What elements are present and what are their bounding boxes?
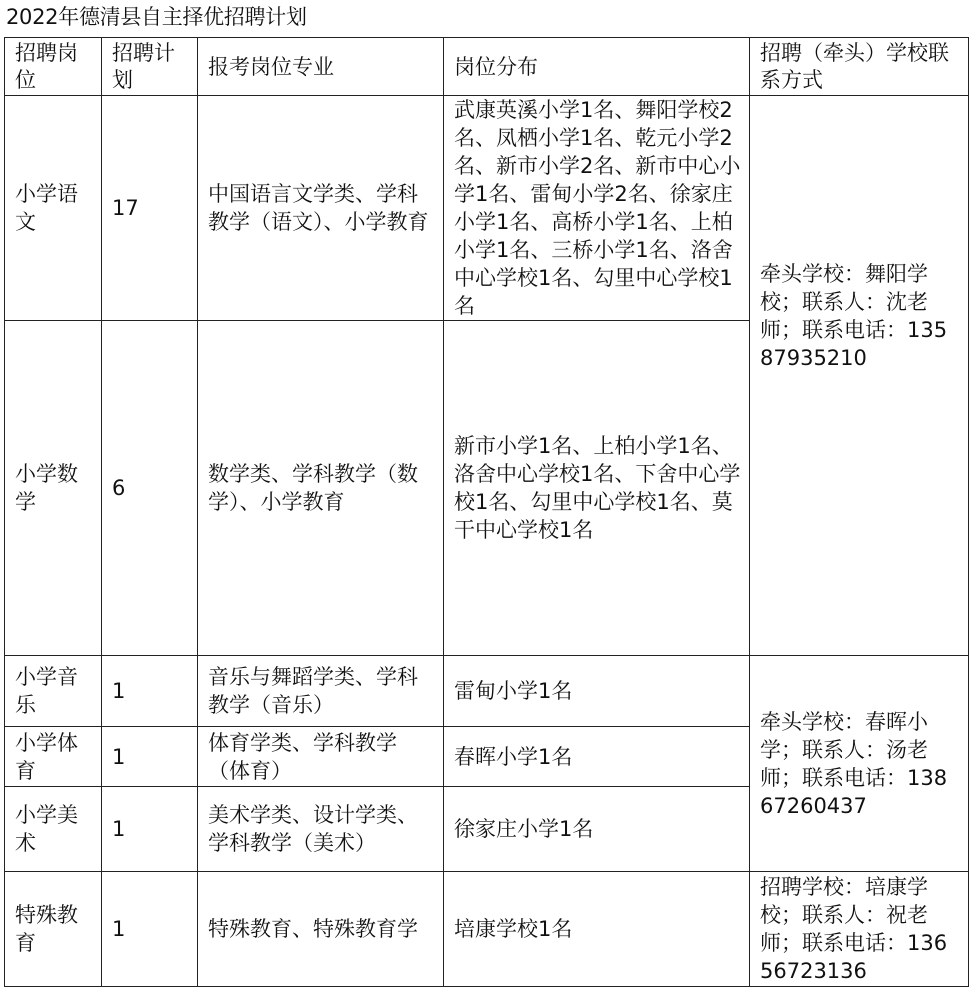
header-count: 招聘计划: [102, 38, 198, 96]
major-cell: 特殊教育、特殊教育学: [198, 872, 444, 987]
table-row: [5, 96, 969, 321]
table-row: [5, 872, 969, 987]
header-position: 招聘岗位: [5, 38, 102, 96]
contact-cell: 招聘学校：培康学校；联系人：祝老师；联系电话：13656723136: [750, 872, 969, 987]
major-cell: 中国语言文学类、学科教学（语文）、小学教育: [198, 96, 444, 321]
position-cell: 小学音乐: [5, 656, 102, 727]
distribution-cell: 徐家庄小学1名: [444, 787, 750, 872]
distribution-cell: 武康英溪小学1名、舞阳学校2名、凤栖小学1名、乾元小学2名、新市小学2名、新市中心小学1名、雷甸小学2名、徐家庄小学1名、高桥小学1名、上柏小学1名、三桥小学1名、洛舍中心学校1名、勾里中心学校1名: [444, 96, 750, 321]
contact-cell: 牵头学校：舞阳学校；联系人：沈老师；联系电话：13587935210: [750, 96, 969, 656]
count-cell: 17: [102, 96, 198, 321]
header-distribution: 岗位分布: [444, 38, 750, 96]
count-cell: 6: [102, 321, 198, 656]
position-cell: 特殊教育: [5, 872, 102, 987]
count-cell: 1: [102, 872, 198, 987]
table-row: [5, 656, 969, 727]
table-header-row: [5, 38, 969, 96]
header-contact: 招聘（牵头）学校联系方式: [750, 38, 969, 96]
major-cell: 音乐与舞蹈学类、学科教学（音乐）: [198, 656, 444, 727]
recruitment-table: [4, 37, 969, 987]
page-title: 2022年德清县自主择优招聘计划: [6, 5, 307, 29]
count-cell: 1: [102, 787, 198, 872]
count-cell: 1: [102, 656, 198, 727]
count-cell: 1: [102, 727, 198, 787]
position-cell: 小学数学: [5, 321, 102, 656]
major-cell: 美术学类、设计学类、学科教学（美术）: [198, 787, 444, 872]
position-cell: 小学美术: [5, 787, 102, 872]
position-cell: 小学体育: [5, 727, 102, 787]
distribution-cell: 春晖小学1名: [444, 727, 750, 787]
header-major: 报考岗位专业: [198, 38, 444, 96]
contact-cell: 牵头学校：春晖小学；联系人：汤老师；联系电话：13867260437: [750, 656, 969, 872]
position-cell: 小学语文: [5, 96, 102, 321]
major-cell: 体育学类、学科教学（体育）: [198, 727, 444, 787]
distribution-cell: 雷甸小学1名: [444, 656, 750, 727]
distribution-cell: 培康学校1名: [444, 872, 750, 987]
distribution-cell: 新市小学1名、上柏小学1名、洛舍中心学校1名、下舍中心学校1名、勾里中心学校1名、莫干中心学校1名: [444, 321, 750, 656]
major-cell: 数学类、学科教学（数学）、小学教育: [198, 321, 444, 656]
